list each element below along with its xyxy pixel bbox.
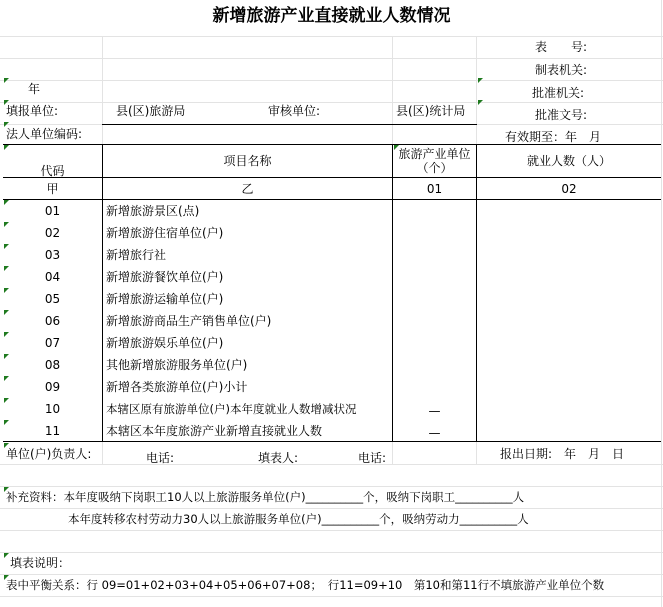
grid-line [0, 36, 663, 37]
supplement-line-1: 补充资料：本年度吸纳下岗职工10人以上旅游服务单位(户)__________个，吸纳下岗职工__________人 [6, 490, 525, 504]
grid-line [661, 0, 662, 607]
grid-line [102, 36, 103, 144]
cell-marker [4, 332, 9, 337]
grid-line [0, 102, 663, 103]
filler-unit-label: 填报单位: [6, 104, 59, 118]
row-name: 本辖区本年度旅游产业新增直接就业人数 [106, 424, 323, 438]
balance-note: 表中平衡关系：行 09=01+02+03+04+05+06+07+08； 行11=09+10 第10和第11行不填旅游产业单位个数 [6, 578, 605, 592]
grid-line [0, 530, 663, 531]
subheader-units: 01 [426, 182, 443, 196]
unit-head-label: 单位(户)负责人: [6, 447, 92, 461]
phone-label: 电话: [358, 451, 387, 465]
grid-line [476, 36, 477, 144]
cell-marker [4, 100, 9, 105]
subheader-code: 甲 [46, 182, 59, 196]
row-name: 新增各类旅游单位(户)小计 [106, 380, 248, 394]
row-name: 其他新增旅游服务单位(户) [106, 358, 248, 372]
row-name: 本辖区原有旅游单位(户)本年度就业人数增减状况 [106, 402, 357, 416]
cell-marker [4, 310, 9, 315]
phone-label: 电话: [146, 451, 175, 465]
cell-marker [4, 420, 9, 425]
row-name: 新增旅游运输单位(户) [106, 292, 224, 306]
row-units[interactable]: — [428, 426, 441, 440]
row-name: 新增旅游景区(点) [106, 204, 200, 218]
row-name: 新增旅行社 [106, 248, 167, 262]
grid-line [0, 596, 663, 597]
row-code: 02 [44, 226, 61, 240]
cell-marker [4, 222, 9, 227]
cell-marker [4, 376, 9, 381]
row-code: 06 [44, 314, 61, 328]
cell-marker [4, 443, 9, 448]
table-border [102, 124, 477, 125]
row-code: 11 [44, 424, 61, 438]
header-units-unit: （个） [416, 161, 453, 175]
cell-marker [4, 78, 9, 83]
reviewer-value: 县(区)统计局 [396, 104, 466, 118]
cell-marker [4, 487, 9, 492]
reviewer-label: 审核单位: [268, 104, 321, 118]
grid-line [0, 508, 663, 509]
cell-marker [4, 354, 9, 359]
grid-line [476, 442, 477, 464]
row-code: 10 [44, 402, 61, 416]
grid-line [0, 464, 663, 465]
subheader-item: 乙 [241, 182, 254, 196]
row-code: 01 [44, 204, 61, 218]
row-name: 新增旅游商品生产销售单位(户) [106, 314, 272, 328]
row-code: 03 [44, 248, 61, 262]
approve-no-label: 批准文号: [535, 108, 588, 122]
cell-marker [4, 575, 9, 580]
grid-line [392, 442, 393, 464]
cell-marker [4, 145, 9, 150]
grid-line [102, 442, 103, 464]
row-units[interactable]: — [428, 404, 441, 418]
page-title: 新增旅游产业直接就业人数情况 [212, 6, 451, 26]
supplement-line-2: 本年度转移农村劳动力30人以上旅游服务单位(户)__________个，吸纳劳动力__________人 [68, 512, 529, 526]
valid-until: 有效期至：年 月 [505, 130, 602, 144]
row-code: 04 [44, 270, 61, 284]
cell-marker [4, 266, 9, 271]
grid-line [0, 552, 663, 553]
grid-line [0, 486, 663, 487]
cell-marker [4, 398, 9, 403]
subheader-employ: 02 [561, 182, 577, 196]
header-employ: 就业人数（人） [526, 154, 611, 168]
row-name: 新增旅游餐饮单位(户) [106, 270, 224, 284]
year-label: 年 [28, 82, 41, 96]
grid-line [392, 36, 393, 144]
header-item: 项目名称 [223, 154, 272, 168]
cell-marker [4, 122, 9, 127]
grid-line [0, 80, 663, 81]
cell-marker [4, 200, 9, 205]
grid-line [0, 58, 663, 59]
header-units: 旅游产业单位 [398, 147, 471, 161]
header-code: 代码 [40, 164, 65, 178]
cell-marker [394, 145, 399, 150]
report-date: 报出日期: 年 月 日 [500, 447, 625, 461]
org-label: 制表机关: [535, 63, 588, 77]
row-code: 08 [44, 358, 61, 372]
row-name: 新增旅游娱乐单位(户) [106, 336, 224, 350]
legal-code-label: 法人单位编码: [6, 127, 83, 141]
form-number-label: 表 号: [535, 40, 588, 54]
cell-marker [4, 244, 9, 249]
cell-marker [4, 553, 9, 558]
grid-line [0, 574, 663, 575]
row-code: 05 [44, 292, 61, 306]
row-code: 09 [44, 380, 61, 394]
approve-org-label: 批准机关: [532, 86, 585, 100]
filler-unit-value: 县(区)旅游局 [116, 104, 186, 118]
row-name: 新增旅游住宿单位(户) [106, 226, 224, 240]
cell-marker [4, 288, 9, 293]
notes-label: 填表说明： [10, 556, 71, 570]
filler-label: 填表人: [258, 451, 299, 465]
cell-marker [478, 100, 483, 105]
cell-marker [478, 78, 483, 83]
row-code: 07 [44, 336, 61, 350]
